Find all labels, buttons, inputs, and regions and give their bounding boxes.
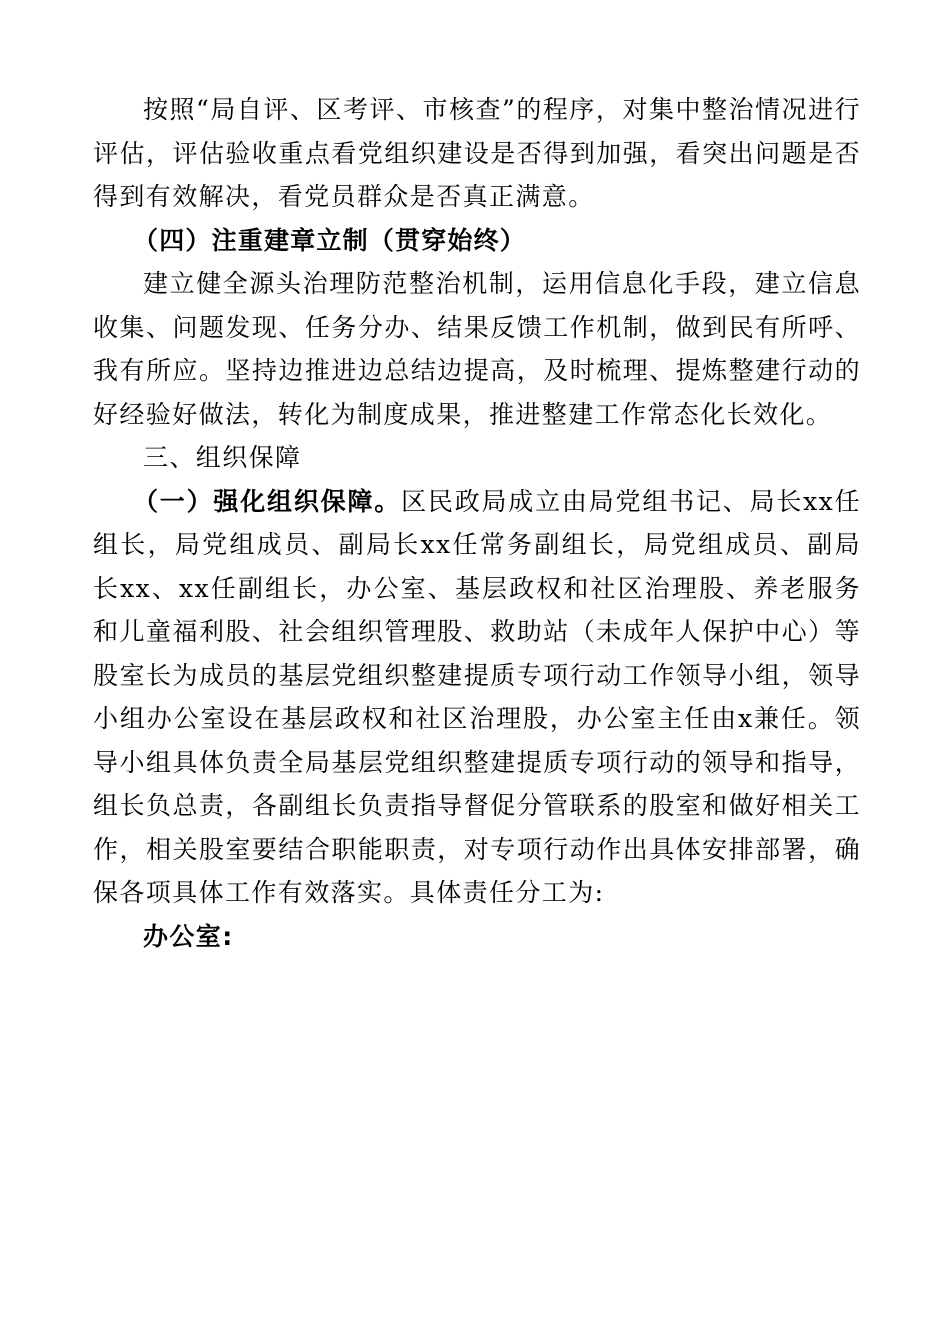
paragraph-mechanism: 建立健全源头治理防范整治机制，运用信息化手段，建立信息收集、问题发现、任务分办、结果反馈工作机制，做到民有所呼、我有所应。坚持边推进边总结边提高，及时梳理、提炼整建行动的好经验好做法，转化为制度成果，推进整建工作常态化长效化。 <box>93 269 861 429</box>
paragraph-lead-heading: （一）强化组织保障。 <box>133 486 402 516</box>
heading-rules-system: （四）注重建章立制（贯穿始终） <box>133 225 527 255</box>
paragraph-organization-guarantee <box>93 480 861 915</box>
paragraph-lead-body: 区民政局成立由局党组书记、局长xx任组长，局党组成员、副局长xx任常务副组长，局党组成员、副局长xx、xx任副组长，办公室、基层政权和社区治理股、养老服务和儿童福利股、社会组织管理股、救助站（未成年人保护中心）等股室长为成员的基层党组织整建提质专项行动工作领导小组，领导小组办公室设在基层政权和社区治理股，办公室主任由x兼任。领导小组具体负责全局基层党组织整建提质专项行动的领导和指导，组长负总责，各副组长负责指导督促分管联系的股室和做好相关工作，相关股室要结合职能职责，对专项行动作出具体安排部署，确保各项具体工作有效落实。具体责任分工为: <box>93 486 861 907</box>
paragraph-evaluation: 按照“局自评、区考评、市核查”的程序，对集中整治情况进行评估，评估验收重点看党组织建设是否得到加强，看突出问题是否得到有效解决，看党员群众是否真正满意。 <box>93 95 861 211</box>
section-title-organization: 三、组织保障 <box>143 443 302 472</box>
subheading-office: 办公室: <box>143 921 234 951</box>
document-body <box>93 88 861 958</box>
